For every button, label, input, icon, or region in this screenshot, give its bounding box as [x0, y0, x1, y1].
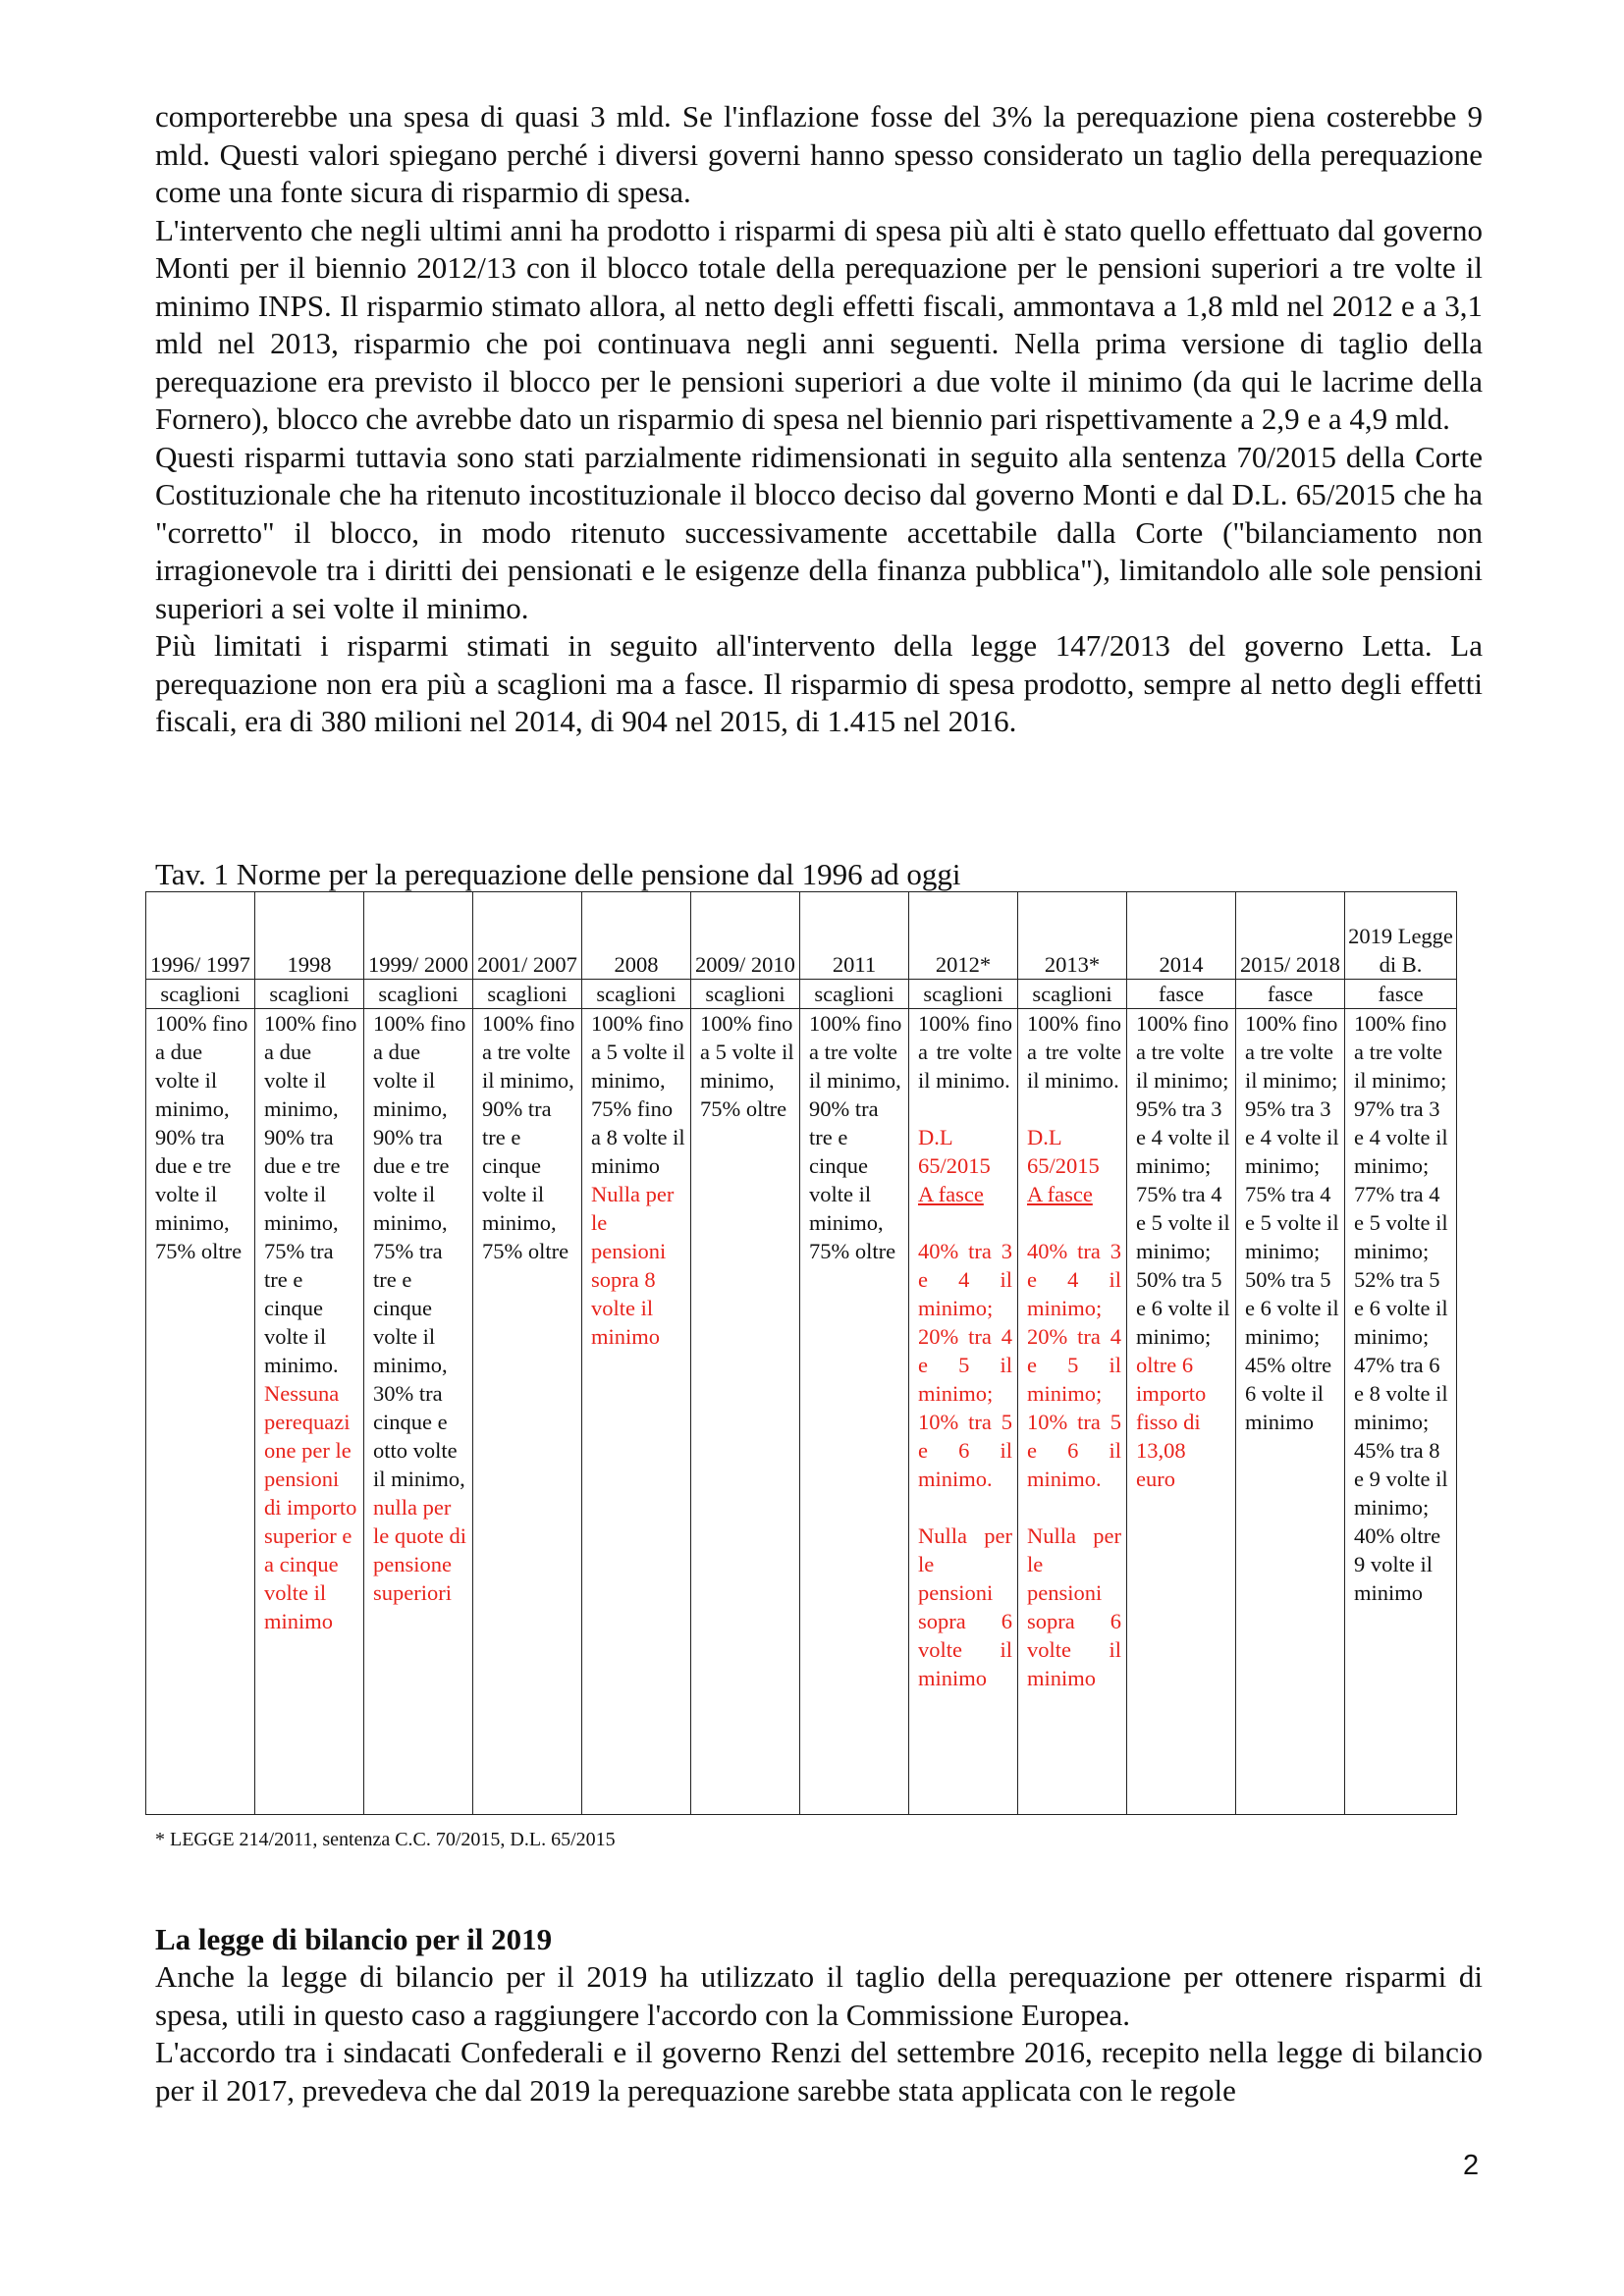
header-cell: 2009/ 2010: [691, 892, 800, 980]
rule-text: 100% fino a tre volte il minimo.: [1027, 1011, 1121, 1093]
rule-text: 100% fino a tre volte il minimo, 90% tra tre e cinque volte il minimo, 75% oltre: [482, 1011, 575, 1263]
type-cell: fasce: [1236, 980, 1345, 1009]
table-caption: Tav. 1 Norme per la perequazione delle pensione dal 1996 ad oggi: [155, 857, 961, 891]
rule-cell-2011: [800, 1009, 909, 1815]
header-cell: 2014: [1127, 892, 1236, 980]
fasce-note: A fasce: [1027, 1182, 1093, 1206]
section-body: [155, 1958, 1483, 2109]
header-cell: 1999/ 2000: [364, 892, 473, 980]
rule-text-red: nulla per le quote di pensione superiori: [373, 1495, 466, 1605]
type-cell: scaglioni: [800, 980, 909, 1009]
rule-text: 100% fino a 5 volte il minimo, 75% oltre: [700, 1011, 794, 1121]
rule-text-red: Nulla per le pensioni sopra 8 volte il minimo: [591, 1182, 675, 1349]
table-rules-row: [146, 1009, 1457, 1815]
table-header-row: [146, 892, 1457, 980]
paragraph-1: comporterebbe una spesa di quasi 3 mld. Se l'inflazione fosse del 3% la perequazione piena costerebbe 9 mld. Questi valori spiegano perché i diversi governi hanno spesso considerato un taglio della perequazione come una fonte sicura di risparmio di spesa.: [155, 99, 1483, 209]
type-cell: scaglioni: [364, 980, 473, 1009]
rule-cell-2015: [1236, 1009, 1345, 1815]
body-text: [155, 98, 1483, 741]
paragraph-5: Anche la legge di bilancio per il 2019 ha utilizzato il taglio della perequazione per ottenere risparmi di spesa, utili in questo caso a raggiungere l'accordo con la Commissione Europea.: [155, 1959, 1483, 2032]
rule-cell-2014: [1127, 1009, 1236, 1815]
type-cell: scaglioni: [255, 980, 364, 1009]
table-footnote: * LEGGE 214/2011, sentenza C.C. 70/2015, D.L. 65/2015: [155, 1829, 616, 1850]
rule-cell-2001: [473, 1009, 582, 1815]
header-cell: 2012*: [909, 892, 1018, 980]
rule-cell-1999: [364, 1009, 473, 1815]
spacer: [1027, 1208, 1121, 1237]
type-cell: scaglioni: [691, 980, 800, 1009]
header-cell: 2015/ 2018: [1236, 892, 1345, 980]
rule-text-red: Nessuna perequazione per le pensioni di importo superior e a cinque volte il minimo: [264, 1381, 357, 1633]
decree-ref: D.L 65/2015: [918, 1125, 991, 1178]
rule-text: 100% fino a due volte il minimo, 90% tra due e tre volte il minimo, 75% tra tre e cinque volte il minimo.: [264, 1011, 357, 1377]
rule-cell-2012: [909, 1009, 1018, 1815]
rule-text: 100% fino a due volte il minimo, 90% tra due e tre volte il minimo, 75% oltre: [155, 1011, 248, 1263]
header-cell: 2011: [800, 892, 909, 980]
section-title: La legge di bilancio per il 2019: [155, 1922, 553, 1956]
rule-cell-2013: [1018, 1009, 1127, 1815]
rule-text: 100% fino a tre volte il minimo, 90% tra tre e cinque volte il minimo, 75% oltre: [809, 1011, 902, 1263]
rule-text-red: Nulla per le pensioni sopra 6 volte il minimo: [1027, 1523, 1121, 1690]
table-type-row: [146, 980, 1457, 1009]
rule-cell-2019: [1345, 1009, 1457, 1815]
spacer: [1027, 1493, 1121, 1522]
rule-text: 100% fino a tre volte il minimo; 95% tra 3 e 4 volte il minimo; 75% tra 4 e 5 volte il minimo; 50% tra 5 e 6 volte il minimo;: [1136, 1011, 1230, 1349]
rule-text-red: 40% tra 3 e 4 il minimo; 20% tra 4 e 5 il minimo; 10% tra 5 e 6 il minimo.: [918, 1239, 1012, 1491]
page-number: 2: [1463, 2150, 1480, 2181]
type-cell: fasce: [1345, 980, 1457, 1009]
type-cell: scaglioni: [909, 980, 1018, 1009]
paragraph-3: Questi risparmi tuttavia sono stati parzialmente ridimensionati in seguito alla sentenza 70/2015 della Corte Costituzionale che ha ritenuto incostituzionale il blocco deciso dal governo Monti e dal D.L. 65/2015 che ha "corretto" il blocco, in modo ritenuto successivamente accettabile dalla Corte ("bilanciamento non irragionevole tra i diritti dei pensionati e le esigenze della finanza pubblica"), limitandolo alle sole pensioni superiori a sei volte il minimo.: [155, 439, 1483, 625]
rule-text-red: 40% tra 3 e 4 il minimo; 20% tra 4 e 5 il minimo; 10% tra 5 e 6 il minimo.: [1027, 1239, 1121, 1491]
rule-text: 100% fino a tre volte il minimo; 97% tra 3 e 4 volte il minimo; 77% tra 4 e 5 volte il minimo; 52% tra 5 e 6 volte il minimo; 47% tra 6 e 8 volte il minimo; 45% tra 8 e 9 volte il minimo; 40% oltre 9 volte il minimo: [1354, 1011, 1448, 1605]
spacer: [918, 1095, 1012, 1123]
paragraph-4: Più limitati i risparmi stimati in seguito all'intervento della legge 147/2013 del governo Letta. La perequazione non era più a scaglioni ma a fasce. Il risparmio di spesa prodotto, sempre al netto degli effetti fiscali, era di 380 milioni nel 2014, di 904 nel 2015, di 1.415 nel 2016.: [155, 628, 1483, 738]
rule-cell-1998: [255, 1009, 364, 1815]
rule-text-red: oltre 6 importo fisso di 13,08 euro: [1136, 1353, 1207, 1491]
type-cell: fasce: [1127, 980, 1236, 1009]
paragraph-6: L'accordo tra i sindacati Confederali e il governo Renzi del settembre 2016, recepito nella legge di bilancio per il 2017, prevedeva che dal 2019 la perequazione sarebbe stata applicata con le regole: [155, 2035, 1483, 2108]
rule-cell-2008: [582, 1009, 691, 1815]
type-cell: scaglioni: [1018, 980, 1127, 1009]
decree-ref: D.L 65/2015: [1027, 1125, 1100, 1178]
header-cell: 2013*: [1018, 892, 1127, 980]
header-cell: 2001/ 2007: [473, 892, 582, 980]
perequazione-table: [145, 891, 1457, 1815]
rule-text: 100% fino a tre volte il minimo; 95% tra 3 e 4 volte il minimo; 75% tra 4 e 5 volte il minimo; 50% tra 5 e 6 volte il minimo; 45% oltre 6 volte il minimo: [1245, 1011, 1339, 1434]
fasce-note: A fasce: [918, 1182, 984, 1206]
type-cell: scaglioni: [473, 980, 582, 1009]
type-cell: scaglioni: [146, 980, 255, 1009]
spacer: [918, 1493, 1012, 1522]
rule-text: 100% fino a 5 volte il minimo, 75% fino a 8 volte il minimo: [591, 1011, 685, 1178]
rule-text: 100% fino a due volte il minimo, 90% tra due e tre volte il minimo, 75% tra tre e cinque volte il minimo, 30% tra cinque e otto volte il minimo,: [373, 1011, 466, 1491]
header-cell: 1996/ 1997: [146, 892, 255, 980]
spacer: [1027, 1095, 1121, 1123]
rule-text-red: Nulla per le pensioni sopra 6 volte il minimo: [918, 1523, 1012, 1690]
paragraph-2: L'intervento che negli ultimi anni ha prodotto i risparmi di spesa più alti è stato quello effettuato dal governo Monti per il biennio 2012/13 con il blocco totale della perequazione per le pensioni superiori a tre volte il minimo INPS. Il risparmio stimato allora, al netto degli effetti fiscali, ammontava a 1,8 mld nel 2012 e a 3,1 mld nel 2013, risparmio che poi continuava negli anni seguenti. Nella prima versione di taglio della perequazione era previsto il blocco per le pensioni superiori a due volte il minimo (da qui le lacrime della Fornero), blocco che avrebbe dato un risparmio di spesa nel biennio pari rispettivamente a 2,9 e a 4,9 mld.: [155, 212, 1483, 436]
type-cell: scaglioni: [582, 980, 691, 1009]
spacer: [918, 1208, 1012, 1237]
rule-text: 100% fino a tre volte il minimo.: [918, 1011, 1012, 1093]
header-cell: 1998: [255, 892, 364, 980]
header-cell: 2019 Legge di B.: [1345, 892, 1457, 980]
rule-cell-2009: [691, 1009, 800, 1815]
header-cell: 2008: [582, 892, 691, 980]
rule-cell-1996: [146, 1009, 255, 1815]
